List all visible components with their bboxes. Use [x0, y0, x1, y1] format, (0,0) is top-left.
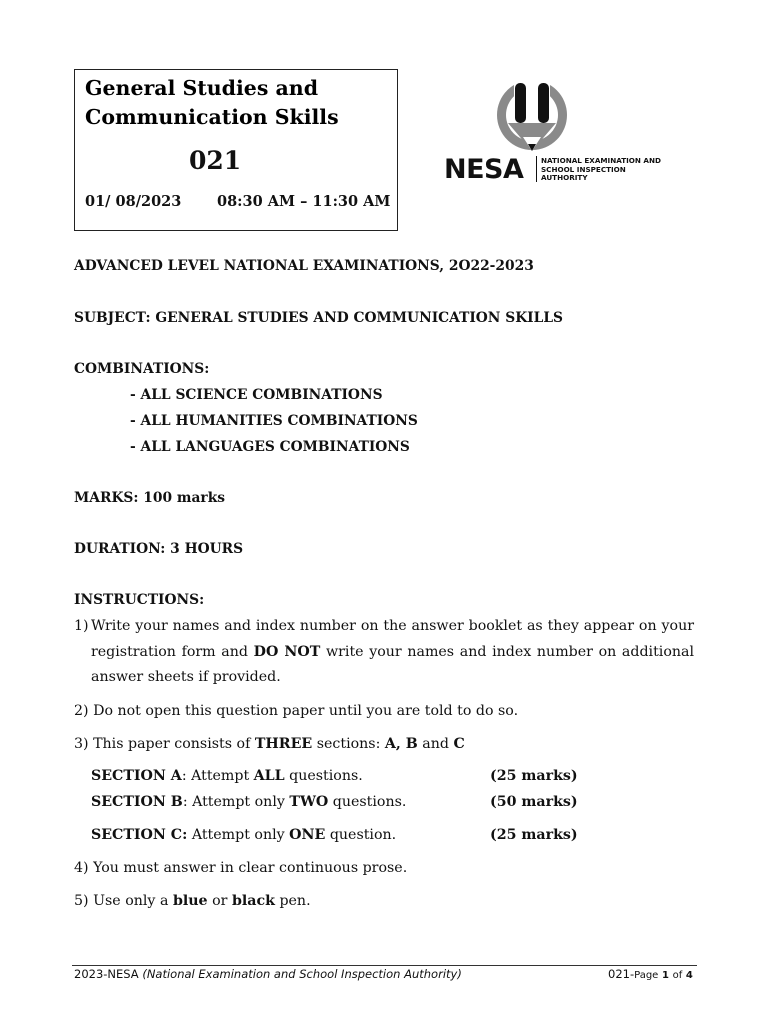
instruction-3-emphasis-1: THREE [254, 736, 313, 752]
footer-page-current: 1 [661, 970, 669, 981]
footer-org-full: (National Examination and School Inspection Authority) [142, 967, 462, 981]
logo-subtitle-line1: NATIONAL EXAMINATION AND [541, 156, 661, 165]
combination-item: - ALL SCIENCE COMBINATIONS [130, 387, 383, 403]
instruction-5-text-b: or [212, 893, 228, 909]
marks-line: MARKS: 100 marks [74, 490, 226, 506]
duration-line: DURATION: 3 HOURS [74, 541, 244, 557]
title-line-2: Communication Skills [85, 105, 339, 129]
section-a-label: SECTION A [91, 768, 182, 784]
subject-line: SUBJECT: GENERAL STUDIES AND COMMUNICATION SKILLS [74, 310, 564, 326]
instruction-3-text-c: and [422, 736, 449, 752]
logo-subtitle [541, 157, 661, 183]
section-c-marks: (25 marks) [490, 827, 578, 843]
instruction-5 [74, 893, 311, 909]
section-b-text-b: questions. [332, 794, 407, 810]
instruction-3-emphasis-2: A, B [384, 736, 418, 752]
section-c-emphasis: ONE [289, 827, 326, 843]
combinations-label: COMBINATIONS: [74, 361, 210, 377]
instruction-1 [91, 614, 694, 691]
footer-left [74, 967, 462, 981]
section-c-text-b: question. [329, 827, 397, 843]
logo-subtitle-line3: AUTHORITY [541, 173, 588, 183]
nesa-wordmark: NESA [444, 154, 524, 185]
section-a-text-b: questions. [289, 768, 363, 784]
title-line-1: General Studies and [85, 76, 319, 100]
logo-subtitle-line2: SCHOOL INSPECTION [541, 164, 626, 174]
nesa-logo [444, 77, 694, 187]
footer-page-word: Page [634, 970, 659, 981]
instruction-5-emphasis-2: black [231, 893, 275, 909]
footer-code: 021- [608, 967, 635, 981]
section-a-emphasis: ALL [253, 768, 285, 784]
combination-item: - ALL HUMANITIES COMBINATIONS [130, 413, 418, 429]
instruction-5-emphasis-1: blue [172, 893, 208, 909]
instruction-5-text-a: 5) Use only a [74, 893, 169, 909]
combination-item: - ALL LANGUAGES COMBINATIONS [130, 439, 410, 455]
footer-org: 2023-NESA [74, 967, 139, 981]
section-c-line [91, 827, 396, 843]
section-b-text-a: : Attempt only [182, 794, 285, 810]
section-a-text-a: : Attempt [181, 768, 250, 784]
instruction-3-text-a: 3) This paper consists of [74, 736, 251, 752]
instruction-3 [74, 736, 465, 752]
instruction-2: 2) Do not open this question paper until you are told to do so. [74, 703, 519, 719]
section-b-emphasis: TWO [289, 794, 329, 810]
section-b-marks: (50 marks) [490, 794, 578, 810]
footer-divider [72, 965, 697, 966]
instruction-5-text-c: pen. [279, 893, 311, 909]
instruction-1-number: 1) [74, 618, 89, 634]
exam-title-box [74, 69, 398, 231]
instruction-3-emphasis-3: C [453, 736, 465, 752]
instruction-1-text-b: write your names and index number on additional answer sheets if provided. [91, 643, 694, 685]
section-b-line [91, 794, 406, 810]
exam-date: 01/ 08/2023 [85, 193, 182, 210]
section-a-marks: (25 marks) [490, 768, 578, 784]
paper-code: 021 [189, 146, 242, 175]
exam-time: 08:30 AM – 11:30 AM [217, 193, 391, 210]
logo-divider [536, 156, 537, 182]
instructions-label: INSTRUCTIONS: [74, 592, 205, 608]
instruction-4: 4) You must answer in clear continuous prose. [74, 860, 408, 876]
instruction-3-text-b: sections: [316, 736, 381, 752]
footer-of-word: of [672, 970, 683, 981]
section-c-text-a: Attempt only [191, 827, 285, 843]
section-a-line [91, 768, 363, 784]
instruction-1-text-a: Write your names and index number on the answer booklet as they appear on your registration form and [91, 618, 694, 660]
footer-page-number [608, 967, 693, 981]
instruction-1-emphasis: DO NOT [253, 643, 321, 660]
section-c-label: SECTION C: [91, 827, 188, 843]
footer-page-total: 4 [685, 970, 693, 981]
section-b-label: SECTION B [91, 794, 183, 810]
exam-title: ADVANCED LEVEL NATIONAL EXAMINATIONS, 2O22-2023 [74, 258, 534, 274]
